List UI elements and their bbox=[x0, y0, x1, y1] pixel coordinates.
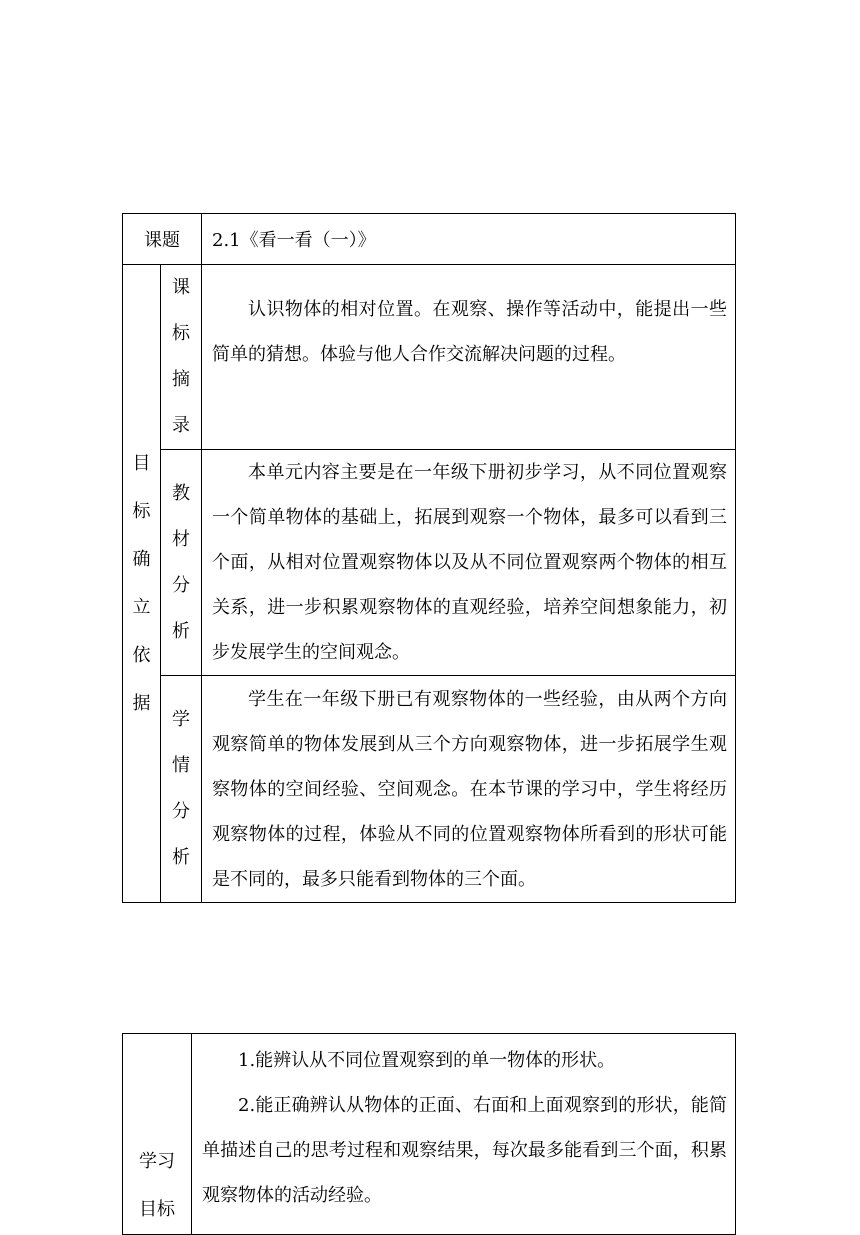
paragraph: 学生在一年级下册已有观察物体的一些经验，由从两个方向观察简单的物体发展到从三个方向观察物体，进一步拓展学生观察物体的空间经验、空间观念。在本节课的学习中，学生将经历观察物体的过程，体验从不同的位置观察物体所看到的形状可能是不同的，最多只能看到物体的三个面。 bbox=[212, 688, 727, 890]
goal-item: 1.能辨认从不同位置观察到的单一物体的形状。 bbox=[238, 1050, 616, 1071]
label-char: 教 bbox=[172, 482, 190, 504]
basis-group-label bbox=[123, 265, 161, 903]
label-char: 标 bbox=[172, 323, 190, 344]
label-char: 分 bbox=[172, 574, 190, 596]
label-char: 分 bbox=[172, 801, 190, 822]
label-char: 课 bbox=[172, 277, 190, 298]
student-analysis-label bbox=[161, 676, 202, 903]
textbook-analysis-label bbox=[161, 450, 202, 676]
learning-goals-body bbox=[192, 1034, 736, 1235]
paragraph: 认识物体的相对位置。在观察、操作等活动中，能提出一些简单的猜想。体验与他人合作交流解决问题的过程。 bbox=[212, 299, 727, 365]
label-char: 目 bbox=[132, 452, 151, 474]
label-char: 标 bbox=[132, 500, 151, 522]
curriculum-excerpt-label bbox=[161, 265, 202, 450]
label-char: 录 bbox=[172, 415, 190, 436]
label-char: 立 bbox=[132, 596, 151, 618]
table-row bbox=[123, 450, 736, 676]
table-row bbox=[123, 1034, 736, 1235]
learning-goals-table bbox=[122, 1033, 736, 1235]
textbook-analysis-text bbox=[202, 450, 736, 676]
curriculum-excerpt-text bbox=[202, 265, 736, 450]
topic-label: 课题 bbox=[123, 214, 202, 265]
topic-row bbox=[123, 214, 736, 265]
label-char: 确 bbox=[132, 548, 151, 570]
label-char: 情 bbox=[172, 755, 190, 776]
lesson-basis-table bbox=[122, 213, 736, 903]
paragraph: 本单元内容主要是在一年级下册初步学习，从不同位置观察一个简单物体的基础上，拓展到观察一个物体，最多可以看到三个面，从相对位置观察物体以及从不同位置观察两个物体的相互关系，进一步积累观察物体的直观经验，培养空间想象能力，初步发展学生的空间观念。 bbox=[212, 462, 727, 663]
label-line: 学习 bbox=[139, 1151, 175, 1172]
label-char: 摘 bbox=[172, 369, 190, 390]
label-char: 依 bbox=[132, 644, 151, 666]
label-char: 学 bbox=[172, 709, 190, 730]
label-char: 析 bbox=[172, 847, 190, 868]
topic-value: 2.1《看一看（一）》 bbox=[202, 214, 736, 265]
table-row bbox=[123, 676, 736, 903]
learning-goals-label bbox=[123, 1034, 192, 1235]
student-analysis-text bbox=[202, 676, 736, 903]
label-char: 析 bbox=[172, 620, 190, 642]
goal-item: 2.能正确辨认从物体的正面、右面和上面观察到的形状，能简单描述自己的思考过程和观察结果，每次最多能看到三个面，积累观察物体的活动经验。 bbox=[202, 1095, 727, 1206]
label-line: 目标 bbox=[139, 1199, 175, 1220]
label-char: 据 bbox=[132, 692, 151, 714]
label-char: 材 bbox=[172, 528, 190, 550]
table-row bbox=[123, 265, 736, 450]
